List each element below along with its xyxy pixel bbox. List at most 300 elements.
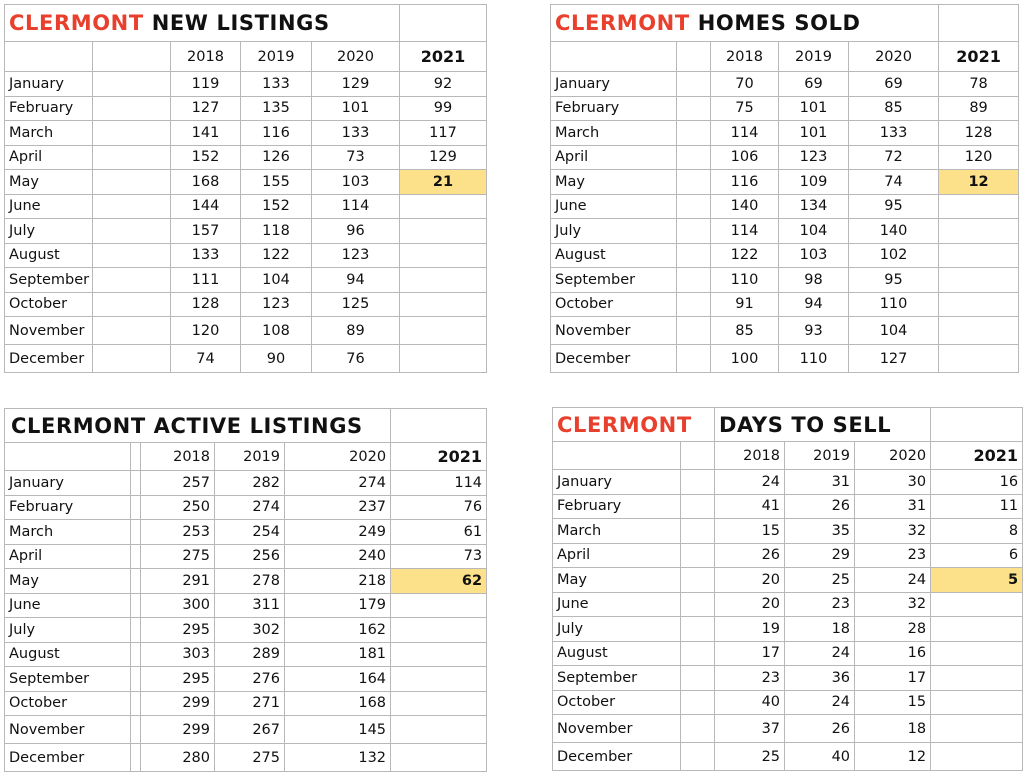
spacer-cell (93, 317, 171, 345)
month-label: September (551, 268, 677, 293)
spacer-cell (131, 471, 141, 496)
value-2021 (391, 618, 487, 643)
value-2020: 69 (849, 72, 939, 97)
value-2021 (391, 691, 487, 716)
value-2020: 129 (312, 72, 400, 97)
month-label: February (5, 495, 131, 520)
value-2020: 30 (855, 470, 931, 495)
spacer-cell (681, 568, 715, 593)
value-2021: 21 (400, 170, 487, 195)
spacer-cell (681, 519, 715, 544)
spacer-cell (677, 268, 711, 293)
value-2018: 37 (715, 715, 785, 743)
table-row (551, 268, 1019, 293)
spacer-cell (131, 744, 141, 772)
month-label: November (5, 716, 131, 744)
value-2018: 128 (171, 292, 241, 317)
value-2018: 114 (711, 121, 779, 146)
value-2020: 179 (285, 593, 391, 618)
table-row (5, 618, 487, 643)
month-label: June (5, 194, 93, 219)
value-2021 (939, 194, 1019, 219)
table-row (5, 471, 487, 496)
value-2018: 133 (171, 243, 241, 268)
month-label: October (553, 690, 681, 715)
value-2021: 114 (391, 471, 487, 496)
value-2018: 299 (141, 691, 215, 716)
value-2018: 152 (171, 145, 241, 170)
value-2020: 32 (855, 592, 931, 617)
value-2019: 69 (779, 72, 849, 97)
table-row (5, 317, 487, 345)
active-listings-panel (4, 408, 486, 772)
value-2018: 291 (141, 569, 215, 594)
value-2018: 110 (711, 268, 779, 293)
table-row (5, 292, 487, 317)
spacer-cell (131, 495, 141, 520)
value-2019: 276 (215, 667, 285, 692)
month-label: April (553, 543, 681, 568)
month-label: January (551, 72, 677, 97)
table-row (551, 170, 1019, 195)
value-2019: 135 (241, 96, 312, 121)
value-2020: 164 (285, 667, 391, 692)
value-2018: 275 (141, 544, 215, 569)
month-label: April (5, 145, 93, 170)
spacer-cell (131, 569, 141, 594)
value-2019: 275 (215, 744, 285, 772)
value-2018: 91 (711, 292, 779, 317)
value-2021 (400, 243, 487, 268)
value-2019: 278 (215, 569, 285, 594)
value-2021: 120 (939, 145, 1019, 170)
value-2021: 117 (400, 121, 487, 146)
value-2018: 122 (711, 243, 779, 268)
value-2020: 76 (312, 345, 400, 373)
value-2020: 127 (849, 345, 939, 373)
table-row (553, 743, 1023, 771)
year-header-2019: 2019 (785, 442, 855, 470)
value-2019: 109 (779, 170, 849, 195)
value-2021: 89 (939, 96, 1019, 121)
days-to-sell-table (552, 407, 1023, 771)
value-2020: 249 (285, 520, 391, 545)
value-2021: 128 (939, 121, 1019, 146)
month-label: February (551, 96, 677, 121)
value-2020: 24 (855, 568, 931, 593)
days-to-sell-title-brand: CLERMONT (557, 412, 692, 437)
value-2020: 133 (312, 121, 400, 146)
value-2019: 101 (779, 121, 849, 146)
value-2021: 92 (400, 72, 487, 97)
value-2020: 23 (855, 543, 931, 568)
table-row (5, 243, 487, 268)
value-2021: 6 (931, 543, 1023, 568)
value-2021: 11 (931, 494, 1023, 519)
spacer-cell (681, 690, 715, 715)
value-2018: 40 (715, 690, 785, 715)
table-row (5, 268, 487, 293)
table-row (551, 243, 1019, 268)
table-row (5, 72, 487, 97)
value-2020: 95 (849, 268, 939, 293)
spacer-cell (677, 145, 711, 170)
value-2021 (400, 345, 487, 373)
month-label: May (5, 569, 131, 594)
value-2020: 96 (312, 219, 400, 244)
value-2018: 250 (141, 495, 215, 520)
value-2021: 61 (391, 520, 487, 545)
value-2019: 26 (785, 715, 855, 743)
value-2020: 181 (285, 642, 391, 667)
value-2020: 32 (855, 519, 931, 544)
value-2020: 85 (849, 96, 939, 121)
value-2019: 289 (215, 642, 285, 667)
spacer-cell (681, 666, 715, 691)
year-header-2020: 2020 (855, 442, 931, 470)
value-2020: 140 (849, 219, 939, 244)
value-2020: 132 (285, 744, 391, 772)
new-listings-title (5, 5, 400, 42)
value-2020: 101 (312, 96, 400, 121)
value-2020: 89 (312, 317, 400, 345)
value-2019: 267 (215, 716, 285, 744)
value-2021 (400, 268, 487, 293)
value-2020: 74 (849, 170, 939, 195)
month-label: June (5, 593, 131, 618)
value-2019: 256 (215, 544, 285, 569)
value-2020: 114 (312, 194, 400, 219)
value-2020: 15 (855, 690, 931, 715)
value-2019: 24 (785, 641, 855, 666)
new-listings-table (4, 4, 487, 373)
spacer-cell (131, 642, 141, 667)
days-to-sell-title: DAYS TO SELL (715, 408, 931, 442)
value-2018: 119 (171, 72, 241, 97)
value-2020: 110 (849, 292, 939, 317)
value-2019: 134 (779, 194, 849, 219)
value-2019: 274 (215, 495, 285, 520)
spacer-cell (131, 618, 141, 643)
table-row (5, 96, 487, 121)
value-2019: 118 (241, 219, 312, 244)
year-header-2021: 2021 (391, 443, 487, 471)
spacer-cell (681, 592, 715, 617)
month-label: July (5, 219, 93, 244)
value-2018: 120 (171, 317, 241, 345)
table-row (553, 715, 1023, 743)
value-2021: 99 (400, 96, 487, 121)
month-label: July (551, 219, 677, 244)
spacer-cell (681, 641, 715, 666)
table-row (5, 716, 487, 744)
value-2019: 31 (785, 470, 855, 495)
table-row (5, 642, 487, 667)
month-label: December (5, 345, 93, 373)
month-label: December (551, 345, 677, 373)
spacer-cell (93, 145, 171, 170)
new-listings-panel (4, 4, 486, 373)
value-2018: 106 (711, 145, 779, 170)
value-2019: 155 (241, 170, 312, 195)
value-2019: 110 (779, 345, 849, 373)
value-2020: 133 (849, 121, 939, 146)
value-2018: 111 (171, 268, 241, 293)
value-2021: 62 (391, 569, 487, 594)
month-label: August (5, 243, 93, 268)
value-2018: 141 (171, 121, 241, 146)
month-label: February (553, 494, 681, 519)
year-header-2020: 2020 (312, 42, 400, 72)
table-row (553, 568, 1023, 593)
value-2021: 5 (931, 568, 1023, 593)
value-2019: 104 (241, 268, 312, 293)
value-2020: 125 (312, 292, 400, 317)
value-2019: 271 (215, 691, 285, 716)
value-2019: 40 (785, 743, 855, 771)
month-label: May (553, 568, 681, 593)
homes-sold-title-text: HOMES SOLD (697, 11, 861, 35)
value-2018: 303 (141, 642, 215, 667)
value-2020: 123 (312, 243, 400, 268)
value-2021 (931, 690, 1023, 715)
value-2018: 253 (141, 520, 215, 545)
spacer-cell (677, 121, 711, 146)
value-2021 (931, 641, 1023, 666)
value-2019: 311 (215, 593, 285, 618)
value-2018: 295 (141, 667, 215, 692)
value-2019: 23 (785, 592, 855, 617)
year-header-2019: 2019 (215, 443, 285, 471)
value-2020: 104 (849, 317, 939, 345)
month-label: October (5, 691, 131, 716)
value-2018: 17 (715, 641, 785, 666)
year-header-2019: 2019 (779, 42, 849, 72)
month-label: June (553, 592, 681, 617)
value-2021 (400, 194, 487, 219)
spacer-cell (677, 194, 711, 219)
year-header-2020: 2020 (849, 42, 939, 72)
value-2019: 254 (215, 520, 285, 545)
value-2018: 25 (715, 743, 785, 771)
spacer-cell (93, 96, 171, 121)
value-2021 (939, 219, 1019, 244)
value-2019: 126 (241, 145, 312, 170)
homes-sold-title-brand: CLERMONT (555, 11, 690, 35)
spacer-cell (93, 345, 171, 373)
table-row (5, 691, 487, 716)
month-label: April (551, 145, 677, 170)
table-row (5, 145, 487, 170)
value-2021: 78 (939, 72, 1019, 97)
spacer-cell (131, 520, 141, 545)
month-label: December (5, 744, 131, 772)
table-row (553, 543, 1023, 568)
value-2019: 93 (779, 317, 849, 345)
table-row (551, 219, 1019, 244)
month-label: October (551, 292, 677, 317)
value-2019: 25 (785, 568, 855, 593)
value-2021 (391, 593, 487, 618)
spacer-cell (677, 170, 711, 195)
value-2021 (931, 617, 1023, 642)
month-label: September (553, 666, 681, 691)
spacer-cell (677, 219, 711, 244)
spacer-cell (93, 194, 171, 219)
value-2018: 26 (715, 543, 785, 568)
year-header-2018: 2018 (715, 442, 785, 470)
spacer-cell (93, 121, 171, 146)
value-2019: 35 (785, 519, 855, 544)
spacer-cell (681, 617, 715, 642)
value-2019: 94 (779, 292, 849, 317)
year-header-2018: 2018 (171, 42, 241, 72)
table-row (5, 194, 487, 219)
value-2020: 102 (849, 243, 939, 268)
value-2019: 98 (779, 268, 849, 293)
value-2021 (939, 292, 1019, 317)
value-2018: 75 (711, 96, 779, 121)
spacer-cell (677, 96, 711, 121)
table-row (553, 641, 1023, 666)
month-label: November (551, 317, 677, 345)
value-2021 (391, 642, 487, 667)
value-2021 (939, 243, 1019, 268)
year-header-2021: 2021 (400, 42, 487, 72)
value-2021: 76 (391, 495, 487, 520)
value-2019: 122 (241, 243, 312, 268)
table-row (553, 519, 1023, 544)
value-2018: 157 (171, 219, 241, 244)
month-label: July (5, 618, 131, 643)
value-2018: 41 (715, 494, 785, 519)
month-label: February (5, 96, 93, 121)
value-2020: 274 (285, 471, 391, 496)
value-2021: 129 (400, 145, 487, 170)
month-label: March (551, 121, 677, 146)
value-2019: 133 (241, 72, 312, 97)
value-2018: 295 (141, 618, 215, 643)
spacer-cell (93, 268, 171, 293)
value-2019: 123 (241, 292, 312, 317)
value-2021 (391, 744, 487, 772)
value-2021 (400, 292, 487, 317)
value-2019: 108 (241, 317, 312, 345)
table-row (5, 593, 487, 618)
table-row (551, 96, 1019, 121)
value-2021 (931, 666, 1023, 691)
month-label: November (5, 317, 93, 345)
value-2018: 280 (141, 744, 215, 772)
spacer-cell (131, 667, 141, 692)
value-2019: 29 (785, 543, 855, 568)
value-2018: 140 (711, 194, 779, 219)
active-listings-table (4, 408, 487, 772)
table-row (551, 194, 1019, 219)
value-2020: 162 (285, 618, 391, 643)
table-row (553, 494, 1023, 519)
value-2019: 123 (779, 145, 849, 170)
days-to-sell-panel (552, 407, 1022, 771)
homes-sold-table (550, 4, 1019, 373)
value-2021 (391, 667, 487, 692)
value-2021 (931, 743, 1023, 771)
value-2018: 23 (715, 666, 785, 691)
month-label: May (551, 170, 677, 195)
month-label: March (5, 520, 131, 545)
year-header-2018: 2018 (141, 443, 215, 471)
value-2021: 16 (931, 470, 1023, 495)
spacer-cell (677, 345, 711, 373)
spacer-cell (681, 494, 715, 519)
value-2018: 100 (711, 345, 779, 373)
value-2019: 116 (241, 121, 312, 146)
month-label: August (5, 642, 131, 667)
year-header-2018: 2018 (711, 42, 779, 72)
value-2018: 300 (141, 593, 215, 618)
value-2019: 18 (785, 617, 855, 642)
month-label: November (553, 715, 681, 743)
month-label: October (5, 292, 93, 317)
value-2018: 74 (171, 345, 241, 373)
year-header-2020: 2020 (285, 443, 391, 471)
year-header-2021: 2021 (939, 42, 1019, 72)
spacer-cell (93, 243, 171, 268)
month-label: July (553, 617, 681, 642)
table-row (551, 121, 1019, 146)
month-label: August (551, 243, 677, 268)
value-2021 (931, 592, 1023, 617)
month-label: March (553, 519, 681, 544)
value-2019: 302 (215, 618, 285, 643)
value-2020: 218 (285, 569, 391, 594)
value-2020: 95 (849, 194, 939, 219)
spacer-cell (681, 715, 715, 743)
month-label: December (553, 743, 681, 771)
spacer-cell (677, 317, 711, 345)
value-2021 (939, 268, 1019, 293)
value-2018: 70 (711, 72, 779, 97)
table-row (5, 667, 487, 692)
homes-sold-panel (550, 4, 1018, 373)
spacer-cell (681, 470, 715, 495)
spacer-cell (677, 72, 711, 97)
value-2018: 19 (715, 617, 785, 642)
spacer-cell (131, 716, 141, 744)
table-row (5, 170, 487, 195)
value-2020: 237 (285, 495, 391, 520)
new-listings-title-brand: CLERMONT (9, 11, 144, 35)
value-2020: 31 (855, 494, 931, 519)
table-row (5, 219, 487, 244)
month-label: May (5, 170, 93, 195)
spacer-cell (131, 691, 141, 716)
table-row (5, 520, 487, 545)
table-row (5, 569, 487, 594)
value-2018: 20 (715, 568, 785, 593)
value-2021 (939, 345, 1019, 373)
table-row (5, 544, 487, 569)
table-row (553, 617, 1023, 642)
value-2019: 282 (215, 471, 285, 496)
table-row (5, 495, 487, 520)
value-2020: 103 (312, 170, 400, 195)
value-2020: 73 (312, 145, 400, 170)
value-2021: 73 (391, 544, 487, 569)
value-2021 (400, 317, 487, 345)
table-row (551, 292, 1019, 317)
month-label: January (553, 470, 681, 495)
